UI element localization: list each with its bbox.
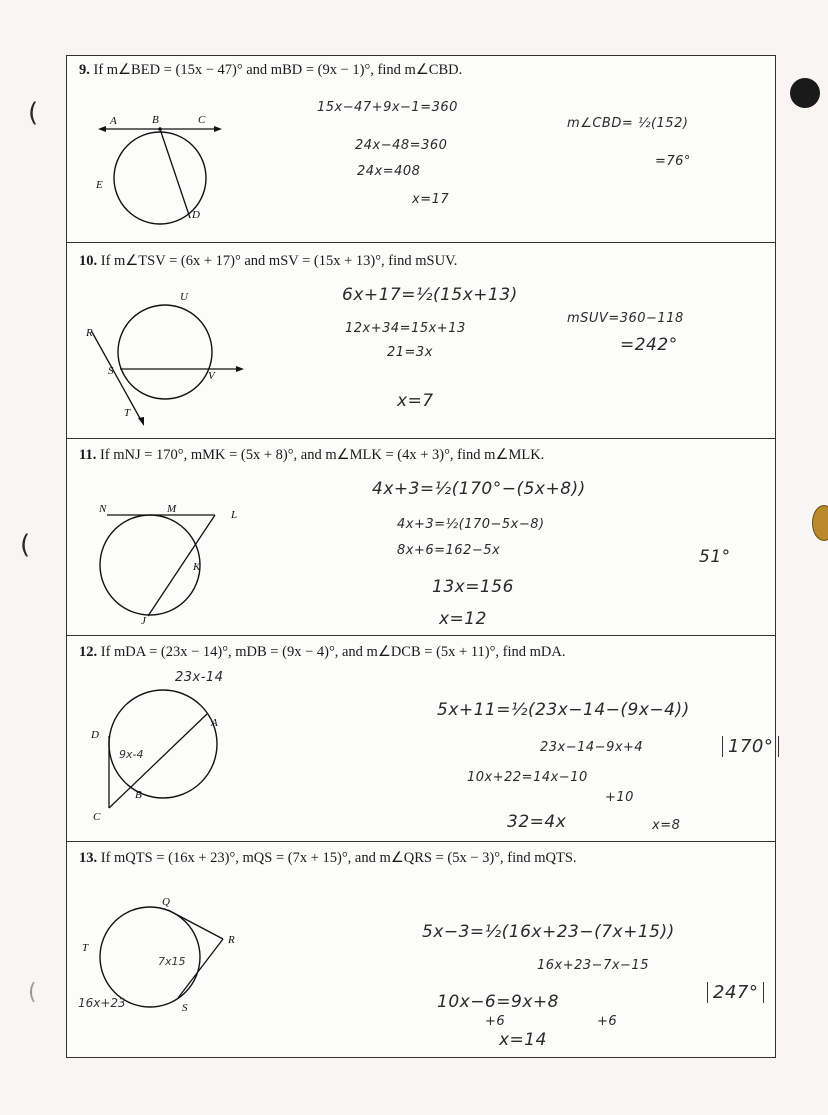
problem-prompt: 11. If mNJ = 170°, mMK = (5x + 8)°, and m∠MLK = (4x + 3)°, find m∠MLK.: [79, 447, 545, 463]
svg-text:A: A: [110, 115, 117, 127]
work-line: +6: [597, 1014, 618, 1029]
answer: 170°: [722, 736, 779, 757]
work-line: 10x+22=14x−10: [467, 770, 588, 785]
svg-text:L: L: [231, 509, 238, 521]
work-line: x=12: [439, 609, 487, 629]
svg-text:S: S: [182, 1002, 188, 1014]
answer: 247°: [707, 982, 764, 1003]
work-line: 6x+17=½(15x+13): [342, 285, 518, 305]
figure-note: 23x-14: [175, 670, 224, 685]
problem-9-figure: [90, 110, 230, 230]
problem-prompt: 9. If m∠BED = (15x − 47)° and mBD = (9x − 1)°, find m∠CBD.: [79, 62, 463, 78]
work-line: 23x−14−9x+4: [540, 740, 644, 755]
side-work: =242°: [620, 335, 678, 355]
svg-text:B: B: [152, 114, 159, 126]
svg-text:A: A: [211, 717, 218, 729]
work-line: 12x+34=15x+13: [345, 321, 466, 336]
answer: 51°: [699, 547, 731, 567]
svg-text:V: V: [208, 370, 215, 382]
problem-11-figure: [85, 500, 255, 630]
svg-text:D: D: [91, 729, 99, 741]
work-line: x=17: [412, 192, 450, 207]
problem-12-figure: [85, 686, 245, 826]
svg-text:16x+23: 16x+23: [78, 996, 126, 1010]
work-line: x=7: [397, 391, 434, 411]
svg-text:C: C: [93, 811, 101, 823]
svg-text:D: D: [192, 209, 200, 221]
side-work: mSUV=360−118: [567, 311, 684, 326]
work-line: 4x+3=½(170°−(5x+8)): [372, 479, 586, 499]
work-line: +6: [485, 1014, 506, 1029]
svg-text:R: R: [86, 327, 93, 339]
work-line: x=8: [652, 818, 681, 833]
problem-prompt: 10. If m∠TSV = (6x + 17)° and mSV = (15x + 13)°, find mSUV.: [79, 253, 458, 269]
svg-text:N: N: [99, 503, 107, 515]
margin-mark: (: [28, 98, 39, 128]
work-line: 24x=408: [357, 164, 421, 179]
work-line: 10x−6=9x+8: [437, 992, 559, 1012]
problem-prompt: 13. If mQTS = (16x + 23)°, mQS = (7x + 15)°, and m∠QRS = (5x − 3)°, find mQTS.: [79, 850, 577, 866]
work-line: x=14: [499, 1030, 547, 1050]
binder-hole: [812, 505, 828, 541]
svg-text:T: T: [124, 407, 131, 419]
svg-text:S: S: [108, 365, 114, 377]
svg-text:C: C: [198, 114, 206, 126]
margin-mark: (: [28, 980, 38, 1005]
svg-text:K: K: [193, 561, 201, 573]
svg-text:Q: Q: [162, 896, 170, 908]
svg-text:B: B: [135, 789, 142, 801]
work-line: 5x−3=½(16x+23−(7x+15)): [422, 922, 675, 942]
problem-10-figure: [80, 292, 250, 432]
side-work: m∠CBD= ½(152): [567, 116, 689, 131]
binder-hole: [790, 78, 820, 108]
svg-text:J: J: [141, 615, 146, 627]
work-line: 16x+23−7x−15: [537, 958, 649, 973]
work-line: 32=4x: [507, 812, 567, 832]
work-line: 24x−48=360: [355, 138, 448, 153]
work-line: 15x−47+9x−1=360: [317, 100, 458, 115]
work-line: 13x=156: [432, 577, 514, 597]
work-line: +10: [605, 790, 634, 805]
svg-text:7x15: 7x15: [158, 955, 186, 968]
margin-mark: (: [20, 530, 31, 560]
svg-text:E: E: [96, 179, 103, 191]
work-line: 4x+3=½(170−5x−8): [397, 517, 545, 532]
side-work: =76°: [655, 154, 691, 169]
svg-text:9x-4: 9x-4: [119, 748, 144, 761]
work-line: 21=3x: [387, 345, 433, 360]
svg-text:U: U: [180, 292, 188, 303]
svg-text:R: R: [228, 934, 235, 946]
work-line: 8x+6=162−5x: [397, 543, 501, 558]
problem-13-figure: [78, 895, 248, 1035]
work-line: 5x+11=½(23x−14−(9x−4)): [437, 700, 690, 720]
svg-text:T: T: [82, 942, 89, 954]
problem-prompt: 12. If mDA = (23x − 14)°, mDB = (9x − 4)°, and m∠DCB = (5x + 11)°, find mDA.: [79, 644, 566, 660]
svg-text:M: M: [167, 503, 177, 515]
